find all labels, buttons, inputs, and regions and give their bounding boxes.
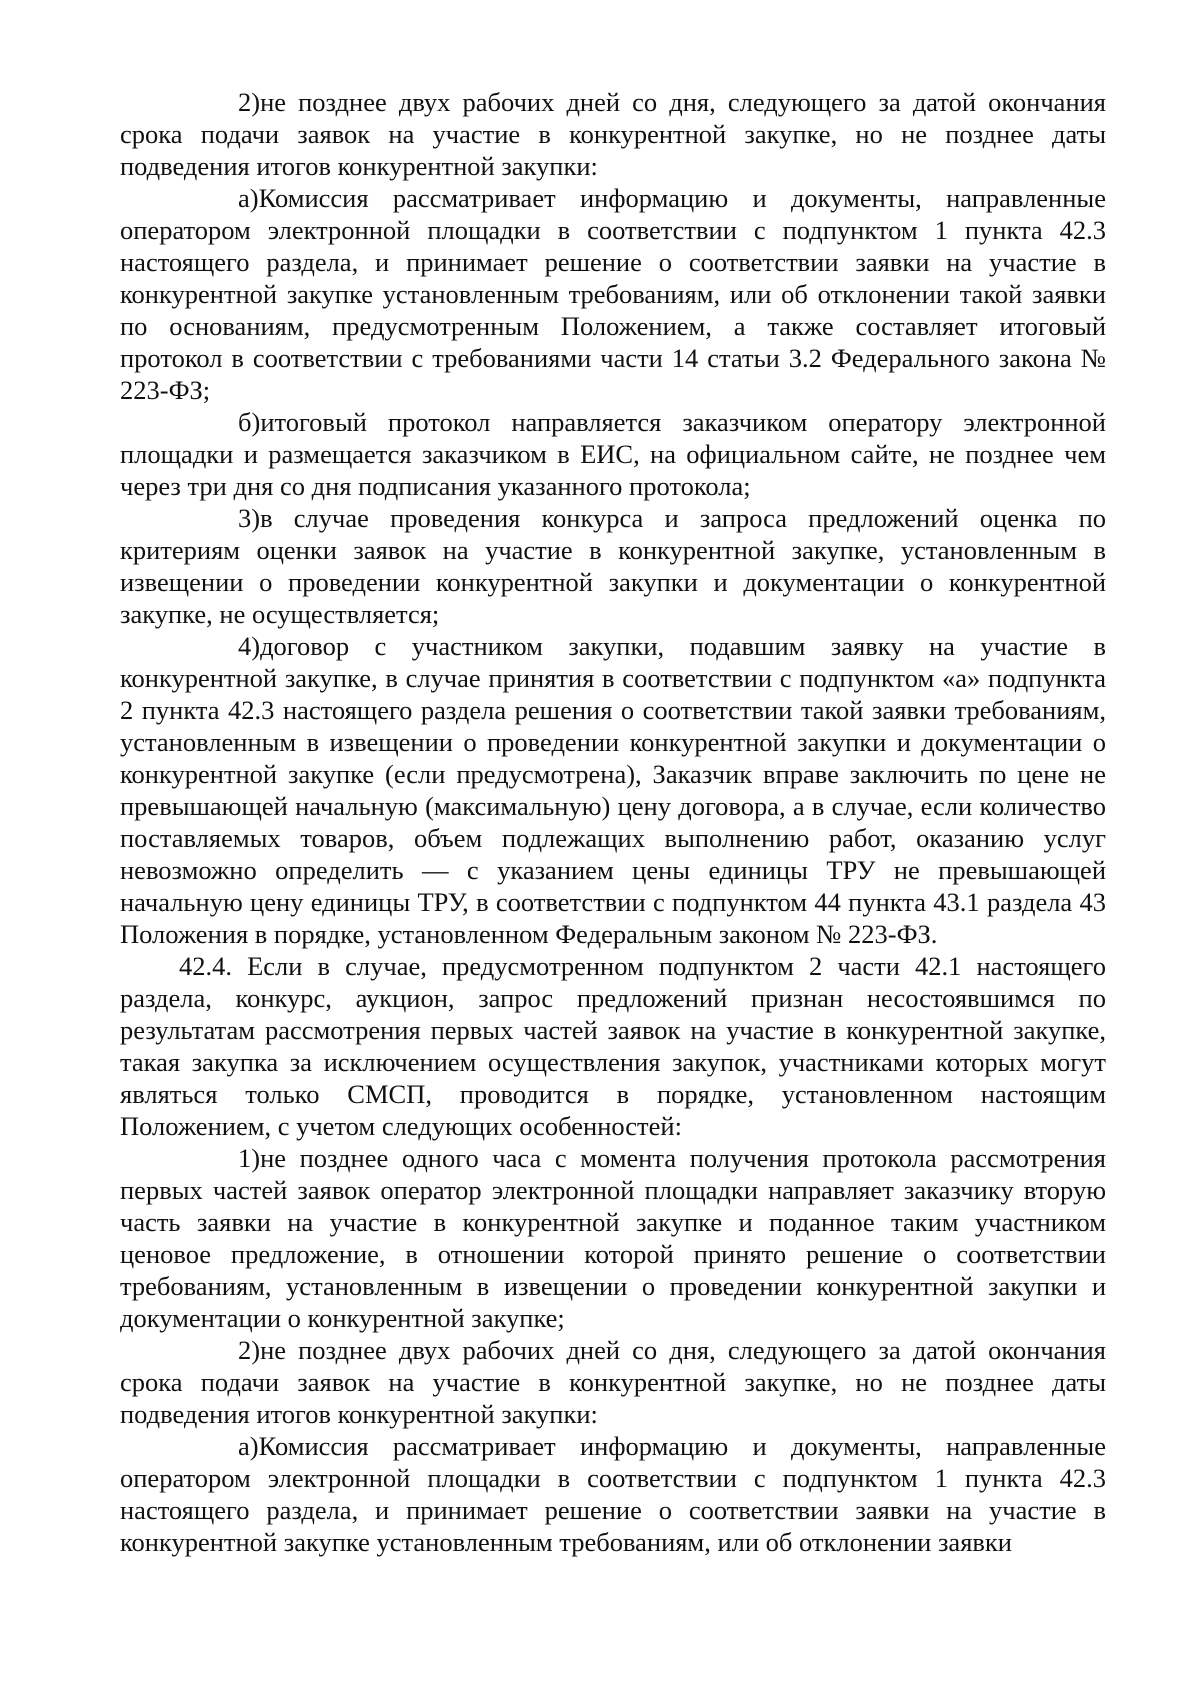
paragraph-text: не позднее двух рабочих дней со дня, следующего за датой окончания срока подачи заявок на участие в конкурентной закупке, но не позднее даты подведения итогов конкурентной закупки: bbox=[120, 87, 1106, 181]
item-number: 2) bbox=[238, 87, 261, 117]
item-number: 3) bbox=[238, 503, 261, 533]
document-page bbox=[120, 86, 1106, 1558]
item-number: 1) bbox=[238, 1143, 261, 1173]
paragraph bbox=[120, 1334, 1106, 1430]
item-number: б) bbox=[238, 407, 261, 437]
paragraph bbox=[120, 182, 1106, 406]
paragraph bbox=[120, 406, 1106, 502]
paragraph-text: итоговый протокол направляется заказчиком оператору электронной площадки и размещается заказчиком в ЕИС, на официальном сайте, не позднее чем через три дня со дня подписания указанного протокола; bbox=[120, 407, 1106, 501]
paragraph bbox=[120, 630, 1106, 950]
item-number: 2) bbox=[238, 1335, 261, 1365]
paragraph-text: Комиссия рассматривает информацию и документы, направленные оператором электронной площадки в соответствии с подпунктом 1 пункта 42.3 настоящего раздела, и принимает решение о соответствии заявки на участие в конкурентной закупке установленным требованиям, или об отклонении заявки bbox=[120, 1431, 1106, 1557]
paragraph-text: в случае проведения конкурса и запроса предложений оценка по критериям оценки заявок на участие в конкурентной закупке, установленным в извещении о проведении конкурентной закупки и документации о конкурентной закупке, не осуществляется; bbox=[120, 503, 1106, 629]
paragraph bbox=[120, 502, 1106, 630]
item-number: а) bbox=[238, 183, 259, 213]
paragraph-text: 42.4. Если в случае, предусмотренном подпунктом 2 части 42.1 настоящего раздела, конкурс, аукцион, запрос предложений признан несостоявшимся по результатам рассмотрения первых частей заявок на участие в конкурентной закупке, такая закупка за исключением осуществления закупок, участниками которых могут являться только СМСП, проводится в порядке, установленном настоящим Положением, с учетом следующих особенностей: bbox=[120, 951, 1106, 1141]
section-paragraph bbox=[120, 950, 1106, 1142]
paragraph-text: Комиссия рассматривает информацию и документы, направленные оператором электронной площадки в соответствии с подпунктом 1 пункта 42.3 настоящего раздела, и принимает решение о соответствии заявки на участие в конкурентной закупке установленным требованиям, или об отклонении такой заявки по основаниям, предусмотренным Положением, а также составляет итоговый протокол в соответствии с требованиями части 14 статьи 3.2 Федерального закона № 223-ФЗ; bbox=[120, 183, 1106, 405]
paragraph-text: договор с участником закупки, подавшим заявку на участие в конкурентной закупке, в случае принятия в соответствии с подпунктом «а» подпункта 2 пункта 42.3 настоящего раздела решения о соответствии такой заявки требованиям, установленным в извещении о проведении конкурентной закупки и документации о конкурентной закупке (если предусмотрена), Заказчик вправе заключить по цене не превышающей начальную (максимальную) цену договора, а в случае, если количество поставляемых товаров, объем подлежащих выполнению работ, оказанию услуг невозможно определить — с указанием цены единицы ТРУ не превышающей начальную цену единицы ТРУ, в соответствии с подпунктом 44 пункта 43.1 раздела 43 Положения в порядке, установленном Федеральным законом № 223-ФЗ. bbox=[120, 631, 1106, 949]
paragraph bbox=[120, 86, 1106, 182]
item-number: 4) bbox=[238, 631, 261, 661]
paragraph bbox=[120, 1430, 1106, 1558]
paragraph-text: не позднее двух рабочих дней со дня, следующего за датой окончания срока подачи заявок на участие в конкурентной закупке, но не позднее даты подведения итогов конкурентной закупки: bbox=[120, 1335, 1106, 1429]
paragraph bbox=[120, 1142, 1106, 1334]
item-number: а) bbox=[238, 1431, 259, 1461]
paragraph-text: не позднее одного часа с момента получения протокола рассмотрения первых частей заявок оператор электронной площадки направляет заказчику вторую часть заявки на участие в конкурентной закупке и поданное таким участником ценовое предложение, в отношении которой принято решение о соответствии требованиям, установленным в извещении о проведении конкурентной закупки и документации о конкурентной закупке; bbox=[120, 1143, 1106, 1333]
